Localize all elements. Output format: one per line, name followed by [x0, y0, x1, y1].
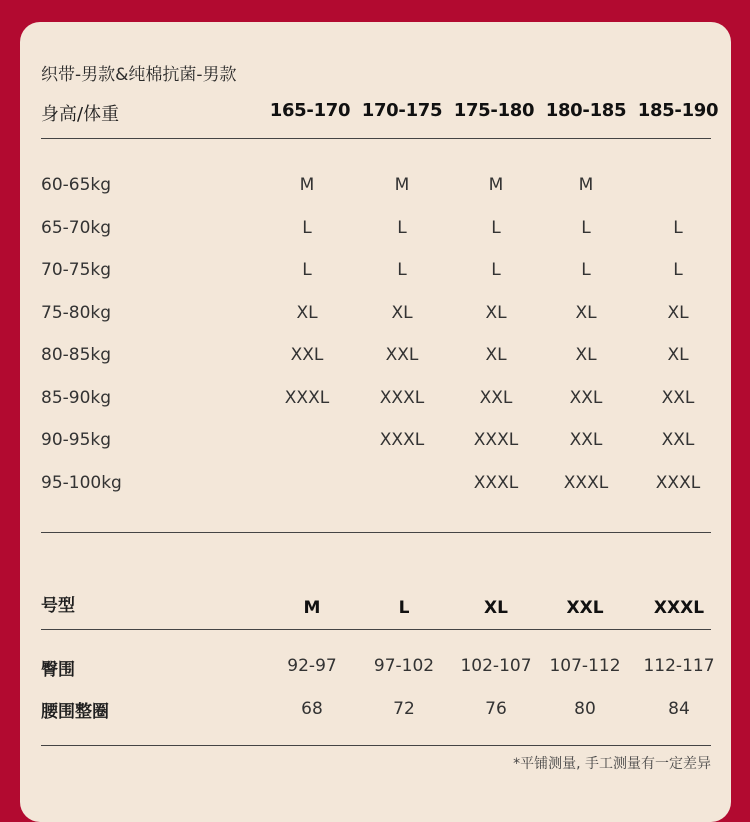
weight-row-label: 70-75kg [41, 260, 112, 280]
size-cell: XXL [290, 345, 324, 365]
height-column-header: 170-175 [361, 100, 443, 121]
size-column-header: XL [484, 598, 508, 618]
size-cell: L [673, 217, 683, 238]
size-cell: XL [391, 302, 413, 323]
size-cell: M [394, 175, 410, 195]
size-cell: XL [575, 302, 597, 323]
measurement-footnote: *平铺测量, 手工测量有一定差异 [513, 756, 711, 772]
divider [41, 745, 711, 746]
size-column-header: XXXL [653, 598, 705, 618]
weight-row-label: 65-70kg [41, 217, 112, 238]
size-cell: L [397, 217, 407, 238]
chart-title: 织带-男款&纯棉抗菌-男款 [41, 65, 237, 85]
hip-value: 112-117 [643, 656, 715, 676]
size-cell: XXXL [655, 472, 701, 493]
waist-value: 68 [301, 699, 323, 719]
size-cell: XXXL [379, 430, 425, 450]
size-cell: XXXL [379, 387, 425, 408]
size-cell: XXL [385, 345, 419, 365]
waist-value: 76 [485, 699, 507, 719]
size-cell: L [581, 217, 591, 238]
size-cell: XXXL [473, 472, 519, 493]
height-column-header: 185-190 [637, 100, 719, 121]
size-cell: XL [575, 345, 597, 365]
divider [41, 629, 711, 630]
divider [41, 532, 711, 533]
divider [41, 138, 711, 139]
size-cell: XXXL [284, 387, 330, 408]
size-column-header: L [398, 598, 410, 618]
size-cell: XL [485, 345, 507, 365]
hip-value: 92-97 [287, 656, 337, 676]
size-cell: XL [296, 302, 318, 323]
height-column-header: 180-185 [545, 100, 627, 121]
weight-row-label: 60-65kg [41, 175, 112, 195]
size-cell: XXL [661, 387, 695, 408]
hip-value: 97-102 [373, 656, 435, 676]
size-cell: L [581, 260, 591, 280]
size-cell: L [302, 217, 312, 238]
weight-row-label: 85-90kg [41, 387, 112, 408]
height-column-header: 175-180 [453, 100, 535, 121]
size-cell: XXL [569, 430, 603, 450]
size-column-header: XXL [566, 598, 604, 618]
weight-row-label: 90-95kg [41, 430, 112, 450]
hip-value: 107-112 [549, 656, 621, 676]
size-cell: XL [667, 302, 689, 323]
size-cell: XXL [569, 387, 603, 408]
size-cell: L [491, 217, 501, 238]
weight-row-label: 75-80kg [41, 302, 112, 323]
size-cell: L [302, 260, 312, 280]
size-cell: L [491, 260, 501, 280]
hip-value: 102-107 [460, 656, 532, 676]
size-type-label: 号型 [41, 596, 75, 616]
height-weight-label: 身高/体重 [41, 104, 120, 125]
size-guide-card [20, 22, 731, 822]
waist-value: 84 [668, 699, 690, 719]
waist-label: 腰围整圈 [41, 702, 109, 722]
hip-label: 臀围 [41, 660, 75, 680]
size-cell: XL [485, 302, 507, 323]
size-cell: L [673, 260, 683, 280]
size-cell: M [578, 175, 594, 195]
size-cell: XL [667, 345, 689, 365]
waist-value: 72 [393, 699, 415, 719]
size-cell: XXXL [563, 472, 609, 493]
size-cell: M [299, 175, 315, 195]
weight-row-label: 80-85kg [41, 345, 112, 365]
size-cell: M [488, 175, 504, 195]
size-column-header: M [303, 598, 321, 618]
size-cell: L [397, 260, 407, 280]
height-column-header: 165-170 [269, 100, 351, 121]
waist-value: 80 [574, 699, 596, 719]
size-cell: XXL [661, 430, 695, 450]
size-cell: XXXL [473, 430, 519, 450]
weight-row-label: 95-100kg [41, 472, 122, 493]
size-cell: XXL [479, 387, 513, 408]
